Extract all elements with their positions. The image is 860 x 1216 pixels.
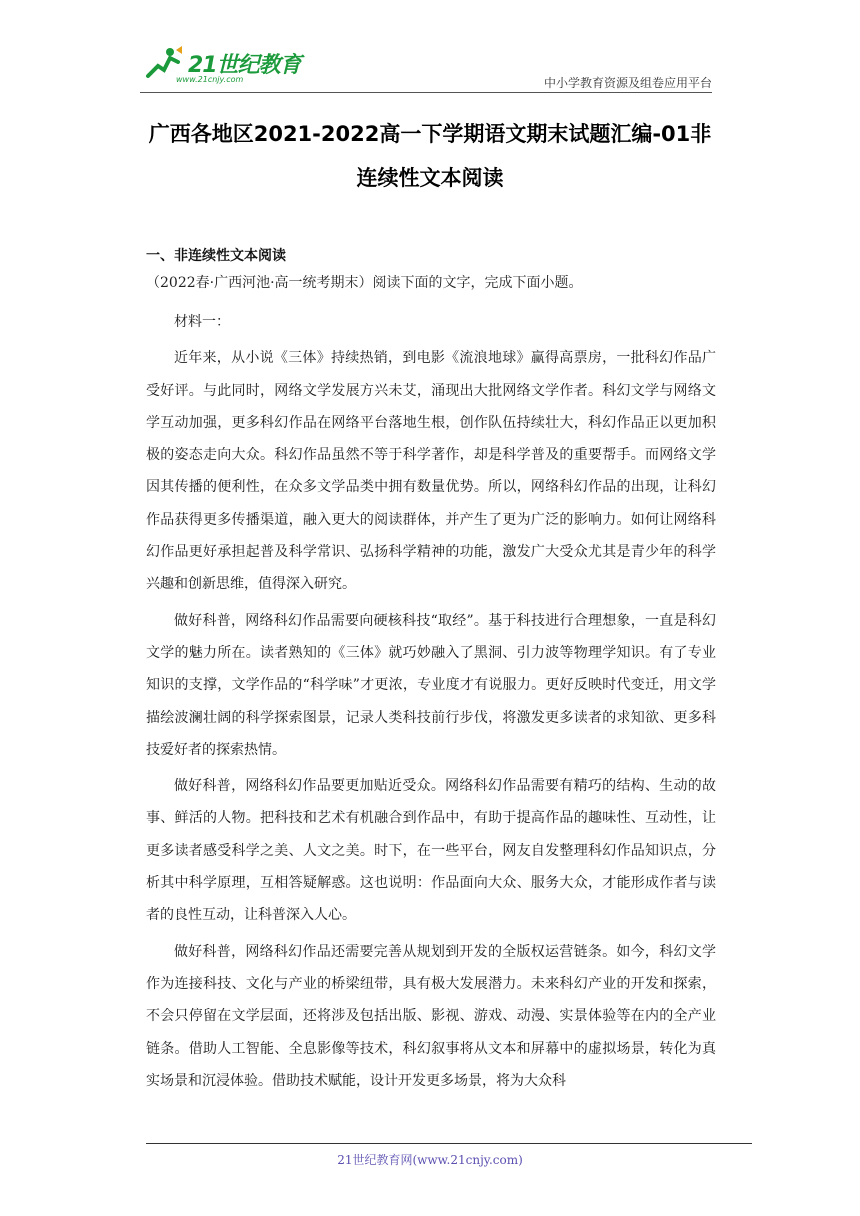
paragraph: 近年来，从小说《三体》持续热销，到电影《流浪地球》赢得高票房，一批科幻作品广受好评。与此同时，网络文学发展方兴未艾，涌现出大批网络文学作者。科幻文学与网络文学互动加强，更多科幻作品在网络平台落地生根，创作队伍持续壮大，科幻作品正以更加积极的姿态走向大众。科幻作品虽然不等于科学著作，却是科学普及的重要帮手。而网络文学因其传播的便利性，在众多文学品类中拥有数量优势。所以，网络科幻作品的出现，让科幻作品获得更多传播渠道，融入更大的阅读群体，并产生了更为广泛的影响力。如何让网络科幻作品更好承担起普及科学常识、弘扬科学精神的功能，激发广大受众尤其是青少年的科学兴趣和创新思维，值得深入研究。 <box>146 350 716 593</box>
question-source: （2022春·广西河池·高一统考期末）阅读下面的文字，完成下面小题。 <box>146 275 583 291</box>
article-body <box>146 306 716 1097</box>
site-logo[interactable] <box>140 44 310 90</box>
header-divider <box>140 92 712 93</box>
paragraph: 做好科普，网络科幻作品要更加贴近受众。网络科幻作品需要有精巧的结构、生动的故事、鲜活的人物。把科技和艺术有机融合到作品中，有助于提高作品的趣味性、互动性，让更多读者感受科学之美、人文之美。时下，在一些平台，网友自发整理科幻作品知识点，分析其中科学原理，互相答疑解惑。这也说明：作品面向大众、服务大众，才能形成作者与读者的良性互动，让科普深入人心。 <box>146 778 716 924</box>
site-caption: 中小学教育资源及组卷应用平台 <box>543 76 712 90</box>
section-heading: 一、非连续性文本阅读 <box>146 248 286 264</box>
logo-url: www.21cnjy.com <box>176 75 244 84</box>
material-label: 材料一： <box>174 314 230 330</box>
footer-link[interactable]: 21世纪教育网(www.21cnjy.com) <box>337 1153 523 1167</box>
paragraph: 做好科普，网络科幻作品还需要完善从规划到开发的全版权运营链条。如今，科幻文学作为连接科技、文化与产业的桥梁纽带，具有极大发展潜力。未来科幻产业的开发和探索，不会只停留在文学层面，还将涉及包括出版、影视、游戏、动漫、实景体验等在内的全产业链条。借助人工智能、全息影像等技术，科幻叙事将从文本和屏幕中的虚拟场景，转化为真实场景和沉浸体验。借助技术赋能，设计开发更多场景，将为大众科 <box>146 943 716 1089</box>
logo-text: 21世纪教育 <box>188 53 301 78</box>
footer-divider <box>146 1143 752 1144</box>
paragraph: 做好科普，网络科幻作品需要向硬核科技“取经”。基于科技进行合理想象，一直是科幻文学的魅力所在。读者熟知的《三体》就巧妙融入了黑洞、引力波等物理学知识。有了专业知识的支撑，文学作品的“科学味”才更浓，专业度才有说服力。更好反映时代变迁，用文学描绘波澜壮阔的科学探索图景，记录人类科技前行步伐，将激发更多读者的求知欲、更多科技爱好者的探索热情。 <box>146 612 716 758</box>
document-title: 广西各地区2021-2022高一下学期语文期末试题汇编-01非连续性文本阅读 <box>148 122 712 190</box>
page-header <box>140 44 712 90</box>
